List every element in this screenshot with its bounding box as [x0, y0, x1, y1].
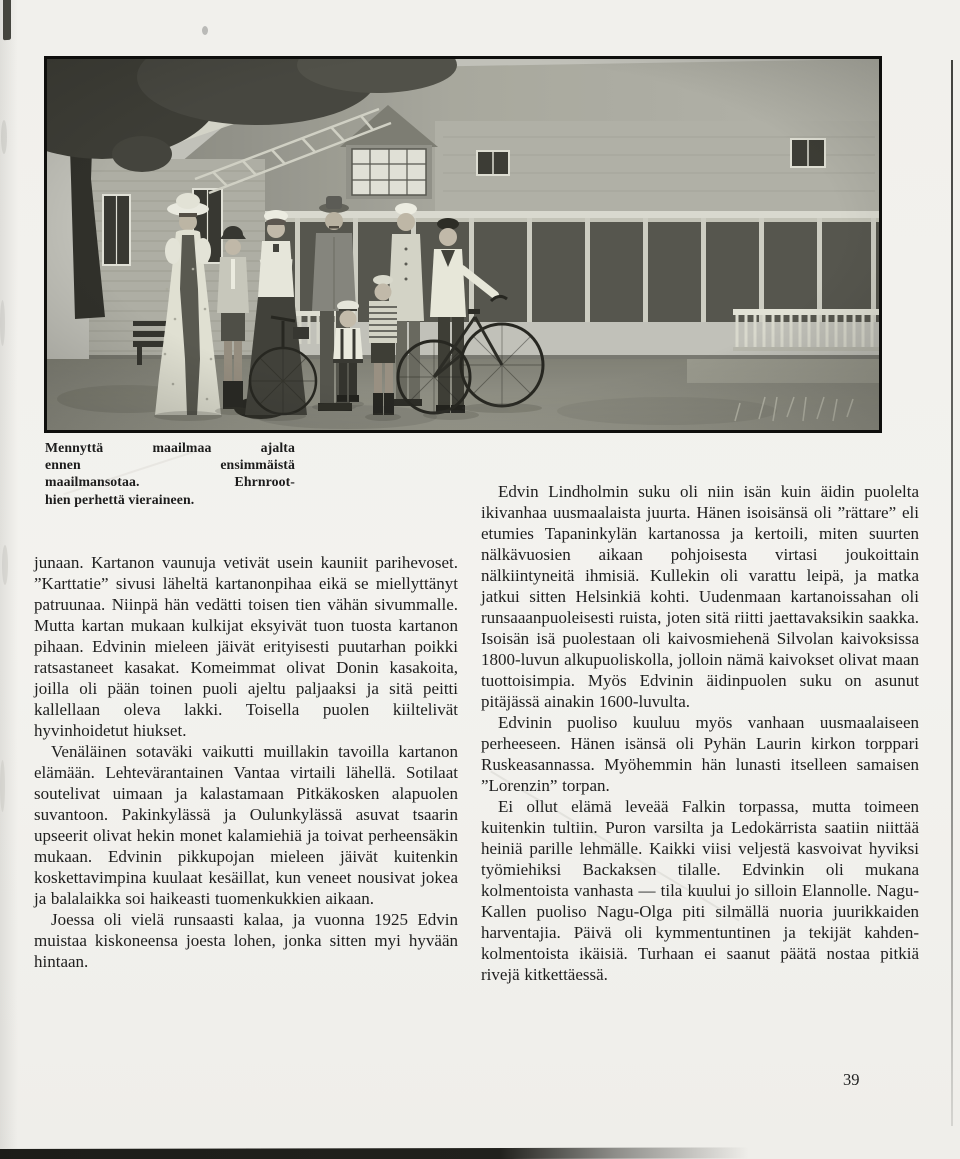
scan-artifact-smudge: [2, 545, 8, 585]
paragraph: Edvinin puoliso kuuluu myös vanhaan uusmaalaiseen perheeseen. Hänen isänsä oli Pyhän Laurin kirkon torppari Ruskeasannassa. Myöhemmin hän lunasti itselleen samaisen ”Lorenzin” torpan.: [481, 713, 919, 795]
page-edge-right: [951, 60, 953, 1126]
scan-artifact-smudge: [0, 300, 5, 346]
caption-line: maailmansotaa. Ehrnroot-: [45, 474, 295, 490]
page-number: 39: [843, 1070, 860, 1089]
paragraph: junaan. Kartanon vaunuja vetivät usein kauniit parihevoset. ”Karttatie” sivusi läheltä kartanonpihaa eikä se miellyttänyt patruunaa. Niinpä hän vedätti toisen tien vähän sivummalle. Mutta kartan mukaan kulkijat eksyivät tuon tuosta kartanon pihaan. Edvinin mieleen jäivät erityisesti puutarhan poikki ratsastaneet kasakat. Komeimmat olivat Donin kasakoita, joilla oli pään toinen puoli ajeltu paljaaksi ja sitä peitti kallellaan oleva lakki. Toisella puolen kiiltelivät hyvinhoidetut hiukset.: [34, 553, 458, 740]
caption-line: hien perhettä vieraineen.: [45, 491, 195, 507]
page-edge-bottom: [0, 1147, 960, 1159]
photo-ehrnrooth-family: [44, 56, 882, 433]
paragraph: Joessa oli vielä runsaasti kalaa, ja vuonna 1925 Edvin muistaa kiskoneensa joesta lohen, jonka sitten myi hyvään hintaan.: [34, 910, 458, 971]
scan-artifact-speck: [202, 26, 208, 35]
right-column: [481, 481, 919, 985]
left-column: [34, 552, 458, 972]
photo-caption: [45, 439, 295, 508]
caption-line: ennen ensimmäistä: [45, 457, 295, 473]
caption-line: Mennyttä maailmaa ajalta: [45, 440, 295, 455]
paragraph: Venäläinen sotaväki vaikutti muillakin tavoilla kartanon elämään. Lehtevärantainen Vantaa virtaili lähellä. Sotilaat soutelivat uimaan ja kalastamaan Pitkäkosken alapuolen suvantoon. Pakinkylässä ja Oulunkylässä asuvat tsaarin upseerit olivat hekin monet kalamiehiä ja toivat perheensäkin mukaan. Edvinin pikkupojan mieleen jäivät kuitenkin koskettavimpina kuulaat kesäillat, kun veneet nousivat jokea ja balalaikka soi haikeasti tuomenkukkien aikaan.: [34, 742, 458, 908]
scan-artifact-smudge: [1, 120, 7, 154]
scan-artifact-gutter-mark: [3, 0, 11, 40]
paragraph: Ei ollut elämä leveää Falkin torpassa, mutta toimeen kuitenkin tultiin. Puron varsilta ja Ledokärrista saatiin niittää heiniä parille lehmälle. Kaikki viisi veljestä kasvoivat hyviksi työmiehiksi Backaksen tilalle. Edvinkin oli mukana kolmentoista vanhasta — tila kuului jo silloin Elannolle. Nagu-Kallen puoliso Nagu-Olga piti silmällä nuoria juurikkaiden harventajia. Päivä oli kymmentuntinen ja tekijät kahden-kolmentoista ikäisiä. Turhaan ei saanut päätä nostaa pitkiä rivejä kitkettäessä.: [481, 797, 919, 984]
scan-artifact-smudge: [0, 760, 5, 812]
photo-illustration: [47, 59, 879, 430]
paragraph: Edvin Lindholmin suku oli niin isän kuin äidin puolelta ikivanhaa uusmaalaista juurta. Hänen isoisänsä oli ”rättare” eli etumies Tapaninkylän kartanossa ja kertoili, miten suurten nälkävuosien aikaan pohjoisesta virtasi joukoittain nälkiintyneitä ihmisiä. Kullekin oli varattu leipä, ja matka jatkui sitten Helsinkiä kohti. Uudenmaan kartanoissahan oli runsaaanpuoleisesti ruista, joten sitä riitti jaettavaksikin saakka. Isoisän isä puolestaan oli kaivosmiehenä Silvolan kaivoksissa 1800-luvun alkupuoliskolla, jolloin nämä kaivokset olivat maan tuottoisimpia. Myös Edvinin äidinpuolen suku on asunut pitäjässä ainakin 1600-luvulta.: [481, 482, 919, 711]
